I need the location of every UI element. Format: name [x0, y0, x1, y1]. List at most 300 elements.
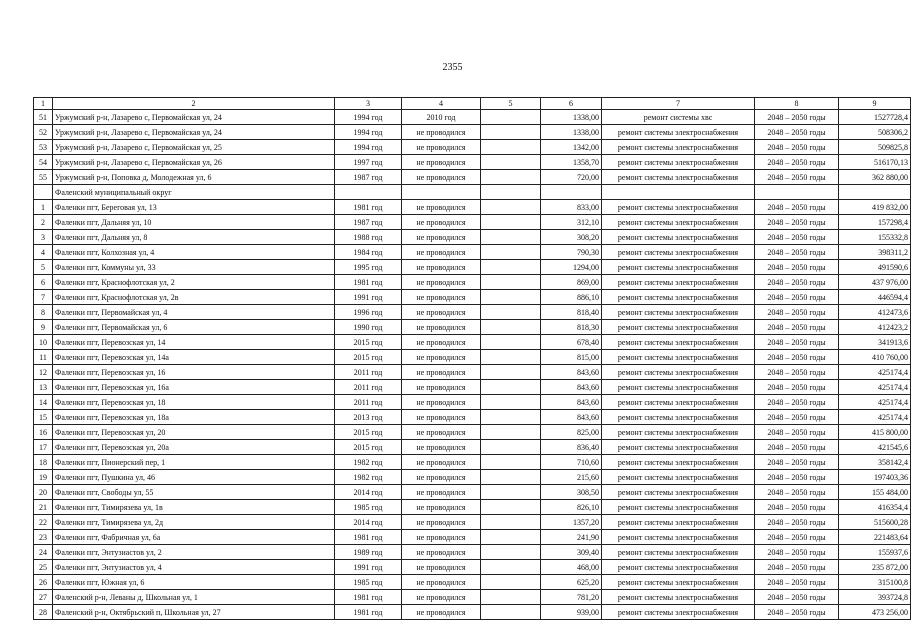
area-cell: 312,10	[541, 215, 602, 230]
row-number: 23	[34, 530, 53, 545]
table-row	[34, 410, 911, 425]
last-repair-cell: не проводился	[402, 260, 481, 275]
address-cell: Фаленки пгт, Тимирязева ул, 2д	[53, 515, 335, 530]
column-5-cell	[481, 440, 541, 455]
last-repair-cell: не проводился	[402, 515, 481, 530]
area-cell: 1342,00	[541, 140, 602, 155]
last-repair-cell: не проводился	[402, 425, 481, 440]
column-5-cell	[481, 305, 541, 320]
last-repair-cell: не проводился	[402, 500, 481, 515]
commission-year-cell: 1991 год	[335, 290, 402, 305]
work-type-cell: ремонт системы электроснабжения	[602, 485, 755, 500]
last-repair-cell: не проводился	[402, 170, 481, 185]
last-repair-cell: не проводился	[402, 275, 481, 290]
period-cell: 2048 – 2050 годы	[755, 215, 839, 230]
commission-year-cell: 2015 год	[335, 350, 402, 365]
area-cell: 818,40	[541, 305, 602, 320]
last-repair-cell: не проводился	[402, 230, 481, 245]
period-cell: 2048 – 2050 годы	[755, 350, 839, 365]
period-cell: 2048 – 2050 годы	[755, 365, 839, 380]
cost-cell: 437 976,00	[839, 275, 911, 290]
address-cell: Фаленки пгт, Пушкина ул, 46	[53, 470, 335, 485]
area-cell: 843,60	[541, 410, 602, 425]
address-cell: Фаленский р-н, Леваны д, Школьная ул, 1	[53, 590, 335, 605]
cost-cell: 515600,28	[839, 515, 911, 530]
row-number: 54	[34, 155, 53, 170]
cost-cell: 516170,13	[839, 155, 911, 170]
address-cell: Фаленки пгт, Береговая ул, 13	[53, 200, 335, 215]
column-5-cell	[481, 590, 541, 605]
commission-year-cell: 1997 год	[335, 155, 402, 170]
last-repair-cell: не проводился	[402, 245, 481, 260]
address-cell: Уржумский р-н, Лазарево с, Первомайская ул, 24	[53, 125, 335, 140]
cost-cell: 235 872,00	[839, 560, 911, 575]
row-number: 10	[34, 335, 53, 350]
row-number: 51	[34, 110, 53, 125]
column-number-header: 4	[402, 98, 481, 110]
column-5-cell	[481, 575, 541, 590]
commission-year-cell	[335, 185, 402, 200]
last-repair-cell: не проводился	[402, 440, 481, 455]
area-cell: 468,00	[541, 560, 602, 575]
column-number-header: 5	[481, 98, 541, 110]
row-number: 15	[34, 410, 53, 425]
commission-year-cell: 2014 год	[335, 515, 402, 530]
cost-cell: 1527728,4	[839, 110, 911, 125]
period-cell: 2048 – 2050 годы	[755, 305, 839, 320]
period-cell	[755, 185, 839, 200]
cost-cell: 425174,4	[839, 410, 911, 425]
commission-year-cell: 2011 год	[335, 365, 402, 380]
work-type-cell: ремонт системы электроснабжения	[602, 455, 755, 470]
commission-year-cell: 2014 год	[335, 485, 402, 500]
period-cell: 2048 – 2050 годы	[755, 470, 839, 485]
work-type-cell: ремонт системы электроснабжения	[602, 320, 755, 335]
table-row	[34, 545, 911, 560]
column-5-cell	[481, 500, 541, 515]
column-5-cell	[481, 290, 541, 305]
row-number: 5	[34, 260, 53, 275]
table-row	[34, 515, 911, 530]
row-number: 1	[34, 200, 53, 215]
area-cell: 1338,00	[541, 125, 602, 140]
cost-cell: 155332,8	[839, 230, 911, 245]
commission-year-cell: 1981 год	[335, 605, 402, 620]
last-repair-cell: не проводился	[402, 395, 481, 410]
cost-cell: 315100,8	[839, 575, 911, 590]
commission-year-cell: 1995 год	[335, 260, 402, 275]
cost-cell: 446594,4	[839, 290, 911, 305]
address-cell: Уржумский р-н, Лазарево с, Первомайская ул, 26	[53, 155, 335, 170]
work-type-cell: ремонт системы электроснабжения	[602, 155, 755, 170]
period-cell: 2048 – 2050 годы	[755, 230, 839, 245]
row-number: 17	[34, 440, 53, 455]
period-cell: 2048 – 2050 годы	[755, 530, 839, 545]
area-cell: 869,00	[541, 275, 602, 290]
table-row	[34, 305, 911, 320]
column-number-header: 1	[34, 98, 53, 110]
table-row	[34, 245, 911, 260]
cost-cell: 491590,6	[839, 260, 911, 275]
period-cell: 2048 – 2050 годы	[755, 125, 839, 140]
column-5-cell	[481, 200, 541, 215]
section-header-row	[34, 185, 911, 200]
work-type-cell: ремонт системы электроснабжения	[602, 380, 755, 395]
commission-year-cell: 1989 год	[335, 545, 402, 560]
last-repair-cell: не проводился	[402, 545, 481, 560]
address-cell: Фаленки пгт, Дальняя ул, 8	[53, 230, 335, 245]
work-type-cell: ремонт системы хвс	[602, 110, 755, 125]
work-type-cell: ремонт системы электроснабжения	[602, 260, 755, 275]
work-type-cell: ремонт системы электроснабжения	[602, 395, 755, 410]
last-repair-cell: не проводился	[402, 455, 481, 470]
row-number: 20	[34, 485, 53, 500]
address-cell: Фаленки пгт, Перевозская ул, 14а	[53, 350, 335, 365]
column-number-header: 9	[839, 98, 911, 110]
commission-year-cell: 1981 год	[335, 200, 402, 215]
work-type-cell: ремонт системы электроснабжения	[602, 215, 755, 230]
address-cell: Фаленки пгт, Колхозная ул, 4	[53, 245, 335, 260]
row-number: 28	[34, 605, 53, 620]
work-type-cell: ремонт системы электроснабжения	[602, 200, 755, 215]
table-row	[34, 560, 911, 575]
last-repair-cell: не проводился	[402, 140, 481, 155]
period-cell: 2048 – 2050 годы	[755, 590, 839, 605]
table-row	[34, 110, 911, 125]
work-type-cell	[602, 185, 755, 200]
address-cell: Фаленки пгт, Тимирязева ул, 1в	[53, 500, 335, 515]
work-type-cell: ремонт системы электроснабжения	[602, 440, 755, 455]
table-row	[34, 455, 911, 470]
address-cell: Фаленский муниципальный округ	[53, 185, 335, 200]
row-number: 52	[34, 125, 53, 140]
work-type-cell: ремонт системы электроснабжения	[602, 365, 755, 380]
area-cell: 781,20	[541, 590, 602, 605]
cost-cell	[839, 185, 911, 200]
cost-cell: 421545,6	[839, 440, 911, 455]
area-cell: 1357,20	[541, 515, 602, 530]
work-type-cell: ремонт системы электроснабжения	[602, 245, 755, 260]
work-type-cell: ремонт системы электроснабжения	[602, 140, 755, 155]
address-cell: Уржумский р-н, Лазарево с, Первомайская ул, 24	[53, 110, 335, 125]
commission-year-cell: 1994 год	[335, 140, 402, 155]
row-number: 11	[34, 350, 53, 365]
address-cell: Фаленки пгт, Дальняя ул, 10	[53, 215, 335, 230]
table-row	[34, 230, 911, 245]
table-row	[34, 500, 911, 515]
address-cell: Фаленки пгт, Энтузиастов ул, 4	[53, 560, 335, 575]
table-row	[34, 140, 911, 155]
table-row	[34, 395, 911, 410]
table-row	[34, 530, 911, 545]
work-type-cell: ремонт системы электроснабжения	[602, 500, 755, 515]
period-cell: 2048 – 2050 годы	[755, 575, 839, 590]
column-5-cell	[481, 605, 541, 620]
period-cell: 2048 – 2050 годы	[755, 425, 839, 440]
period-cell: 2048 – 2050 годы	[755, 515, 839, 530]
period-cell: 2048 – 2050 годы	[755, 545, 839, 560]
column-5-cell	[481, 110, 541, 125]
period-cell: 2048 – 2050 годы	[755, 485, 839, 500]
commission-year-cell: 1982 год	[335, 470, 402, 485]
table-row	[34, 380, 911, 395]
column-5-cell	[481, 395, 541, 410]
row-number: 53	[34, 140, 53, 155]
last-repair-cell: не проводился	[402, 290, 481, 305]
table-row	[34, 320, 911, 335]
column-5-cell	[481, 425, 541, 440]
row-number: 55	[34, 170, 53, 185]
row-number: 6	[34, 275, 53, 290]
address-cell: Фаленки пгт, Южная ул, 6	[53, 575, 335, 590]
period-cell: 2048 – 2050 годы	[755, 410, 839, 425]
period-cell: 2048 – 2050 годы	[755, 380, 839, 395]
commission-year-cell: 1996 год	[335, 305, 402, 320]
address-cell: Фаленки пгт, Коммуны ул, 33	[53, 260, 335, 275]
last-repair-cell: не проводился	[402, 350, 481, 365]
column-5-cell	[481, 545, 541, 560]
table-row	[34, 440, 911, 455]
table-row	[34, 275, 911, 290]
last-repair-cell: не проводился	[402, 320, 481, 335]
last-repair-cell: не проводился	[402, 335, 481, 350]
page-number: 2355	[442, 62, 463, 73]
address-cell: Фаленки пгт, Краснофлотская ул, 2	[53, 275, 335, 290]
column-5-cell	[481, 185, 541, 200]
last-repair-cell: не проводился	[402, 125, 481, 140]
cost-cell: 416354,4	[839, 500, 911, 515]
last-repair-cell: не проводился	[402, 305, 481, 320]
address-cell: Фаленки пгт, Краснофлотская ул, 2в	[53, 290, 335, 305]
work-type-cell: ремонт системы электроснабжения	[602, 335, 755, 350]
column-5-cell	[481, 245, 541, 260]
table-row	[34, 575, 911, 590]
last-repair-cell: не проводился	[402, 530, 481, 545]
period-cell: 2048 – 2050 годы	[755, 110, 839, 125]
column-5-cell	[481, 230, 541, 245]
period-cell: 2048 – 2050 годы	[755, 500, 839, 515]
area-cell: 710,60	[541, 455, 602, 470]
last-repair-cell: не проводился	[402, 200, 481, 215]
table-row	[34, 200, 911, 215]
cost-cell: 197403,36	[839, 470, 911, 485]
commission-year-cell: 1987 год	[335, 170, 402, 185]
column-5-cell	[481, 515, 541, 530]
commission-year-cell: 2015 год	[335, 335, 402, 350]
area-cell: 678,40	[541, 335, 602, 350]
cost-cell: 393724,8	[839, 590, 911, 605]
row-number: 2	[34, 215, 53, 230]
cost-cell: 398311,2	[839, 245, 911, 260]
column-5-cell	[481, 155, 541, 170]
last-repair-cell: не проводился	[402, 410, 481, 425]
period-cell: 2048 – 2050 годы	[755, 140, 839, 155]
column-5-cell	[481, 410, 541, 425]
row-number: 16	[34, 425, 53, 440]
commission-year-cell: 1988 год	[335, 230, 402, 245]
address-cell: Фаленки пгт, Перевозская ул, 18	[53, 395, 335, 410]
row-number: 7	[34, 290, 53, 305]
table-row	[34, 170, 911, 185]
column-5-cell	[481, 455, 541, 470]
row-number: 8	[34, 305, 53, 320]
commission-year-cell: 1987 год	[335, 215, 402, 230]
address-cell: Фаленки пгт, Перевозская ул, 20а	[53, 440, 335, 455]
work-type-cell: ремонт системы электроснабжения	[602, 305, 755, 320]
column-number-row	[34, 98, 911, 110]
area-cell: 625,20	[541, 575, 602, 590]
period-cell: 2048 – 2050 годы	[755, 245, 839, 260]
table-row	[34, 215, 911, 230]
address-cell: Уржумский р-н, Лазарево с, Первомайская ул, 25	[53, 140, 335, 155]
work-type-cell: ремонт системы электроснабжения	[602, 575, 755, 590]
column-5-cell	[481, 365, 541, 380]
column-number-header: 3	[335, 98, 402, 110]
area-cell: 825,00	[541, 425, 602, 440]
cost-cell: 341913,6	[839, 335, 911, 350]
address-cell: Фаленки пгт, Перевозская ул, 16а	[53, 380, 335, 395]
commission-year-cell: 1985 год	[335, 575, 402, 590]
table-row	[34, 485, 911, 500]
period-cell: 2048 – 2050 годы	[755, 395, 839, 410]
address-cell: Фаленки пгт, Энтузиастов ул, 2	[53, 545, 335, 560]
table-row	[34, 425, 911, 440]
work-type-cell: ремонт системы электроснабжения	[602, 410, 755, 425]
row-number: 21	[34, 500, 53, 515]
commission-year-cell: 1994 год	[335, 110, 402, 125]
commission-year-cell: 1982 год	[335, 455, 402, 470]
column-5-cell	[481, 470, 541, 485]
area-cell: 215,60	[541, 470, 602, 485]
column-number-header: 6	[541, 98, 602, 110]
cost-cell: 508306,2	[839, 125, 911, 140]
period-cell: 2048 – 2050 годы	[755, 290, 839, 305]
commission-year-cell: 1994 год	[335, 125, 402, 140]
work-type-cell: ремонт системы электроснабжения	[602, 125, 755, 140]
column-5-cell	[481, 170, 541, 185]
column-5-cell	[481, 530, 541, 545]
column-5-cell	[481, 320, 541, 335]
area-cell: 836,40	[541, 440, 602, 455]
cost-cell: 157298,4	[839, 215, 911, 230]
area-cell: 309,40	[541, 545, 602, 560]
area-cell: 815,00	[541, 350, 602, 365]
commission-year-cell: 1981 год	[335, 590, 402, 605]
area-cell: 720,00	[541, 170, 602, 185]
period-cell: 2048 – 2050 годы	[755, 335, 839, 350]
work-type-cell: ремонт системы электроснабжения	[602, 470, 755, 485]
column-5-cell	[481, 125, 541, 140]
period-cell: 2048 – 2050 годы	[755, 320, 839, 335]
address-cell: Фаленки пгт, Перевозская ул, 14	[53, 335, 335, 350]
row-number: 18	[34, 455, 53, 470]
period-cell: 2048 – 2050 годы	[755, 200, 839, 215]
column-5-cell	[481, 215, 541, 230]
row-number: 19	[34, 470, 53, 485]
work-type-cell: ремонт системы электроснабжения	[602, 170, 755, 185]
address-cell: Фаленки пгт, Перевозская ул, 20	[53, 425, 335, 440]
last-repair-cell: не проводился	[402, 155, 481, 170]
area-cell: 843,60	[541, 395, 602, 410]
last-repair-cell: не проводился	[402, 560, 481, 575]
table-row	[34, 125, 911, 140]
address-cell: Фаленки пгт, Первомайская ул, 6	[53, 320, 335, 335]
table-row	[34, 590, 911, 605]
table-row	[34, 290, 911, 305]
last-repair-cell: не проводился	[402, 380, 481, 395]
area-cell: 1338,00	[541, 110, 602, 125]
work-type-cell: ремонт системы электроснабжения	[602, 590, 755, 605]
column-5-cell	[481, 275, 541, 290]
column-5-cell	[481, 560, 541, 575]
address-cell: Фаленки пгт, Первомайская ул, 4	[53, 305, 335, 320]
address-cell: Уржумский р-н, Поповка д, Молодежная ул, 6	[53, 170, 335, 185]
column-number-header: 2	[53, 98, 335, 110]
area-cell: 886,10	[541, 290, 602, 305]
address-cell: Фаленки пгт, Перевозская ул, 18а	[53, 410, 335, 425]
address-cell: Фаленки пгт, Свободы ул, 55	[53, 485, 335, 500]
period-cell: 2048 – 2050 годы	[755, 455, 839, 470]
commission-year-cell: 1984 год	[335, 245, 402, 260]
commission-year-cell: 2013 год	[335, 410, 402, 425]
column-number-header: 8	[755, 98, 839, 110]
row-number: 22	[34, 515, 53, 530]
commission-year-cell: 2015 год	[335, 440, 402, 455]
commission-year-cell: 2011 год	[335, 380, 402, 395]
row-number: 3	[34, 230, 53, 245]
work-type-cell: ремонт системы электроснабжения	[602, 605, 755, 620]
row-number: 26	[34, 575, 53, 590]
period-cell: 2048 – 2050 годы	[755, 260, 839, 275]
last-repair-cell: не проводился	[402, 485, 481, 500]
period-cell: 2048 – 2050 годы	[755, 155, 839, 170]
row-number: 4	[34, 245, 53, 260]
commission-year-cell: 1990 год	[335, 320, 402, 335]
last-repair-cell: не проводился	[402, 575, 481, 590]
cost-cell: 221483,64	[839, 530, 911, 545]
area-cell: 833,00	[541, 200, 602, 215]
commission-year-cell: 1981 год	[335, 275, 402, 290]
table-row	[34, 335, 911, 350]
area-cell: 843,60	[541, 380, 602, 395]
last-repair-cell: не проводился	[402, 605, 481, 620]
period-cell: 2048 – 2050 годы	[755, 605, 839, 620]
address-cell: Фаленки пгт, Фабричная ул, 6а	[53, 530, 335, 545]
address-cell: Фаленки пгт, Пионерский пер, 1	[53, 455, 335, 470]
area-cell: 790,30	[541, 245, 602, 260]
area-cell	[541, 185, 602, 200]
cost-cell: 358142,4	[839, 455, 911, 470]
column-5-cell	[481, 260, 541, 275]
last-repair-cell: не проводился	[402, 590, 481, 605]
table-body	[34, 110, 911, 620]
row-number: 27	[34, 590, 53, 605]
address-cell: Фаленский р-н, Октябрьский п, Школьная ул, 27	[53, 605, 335, 620]
area-cell: 1358,70	[541, 155, 602, 170]
last-repair-cell: не проводился	[402, 365, 481, 380]
table-row	[34, 260, 911, 275]
cost-cell: 425174,4	[839, 365, 911, 380]
column-5-cell	[481, 380, 541, 395]
cost-cell: 425174,4	[839, 395, 911, 410]
commission-year-cell: 2015 год	[335, 425, 402, 440]
work-type-cell: ремонт системы электроснабжения	[602, 515, 755, 530]
area-cell: 241,90	[541, 530, 602, 545]
area-cell: 308,50	[541, 485, 602, 500]
last-repair-cell: 2010 год	[402, 110, 481, 125]
cost-cell: 425174,4	[839, 380, 911, 395]
period-cell: 2048 – 2050 годы	[755, 560, 839, 575]
